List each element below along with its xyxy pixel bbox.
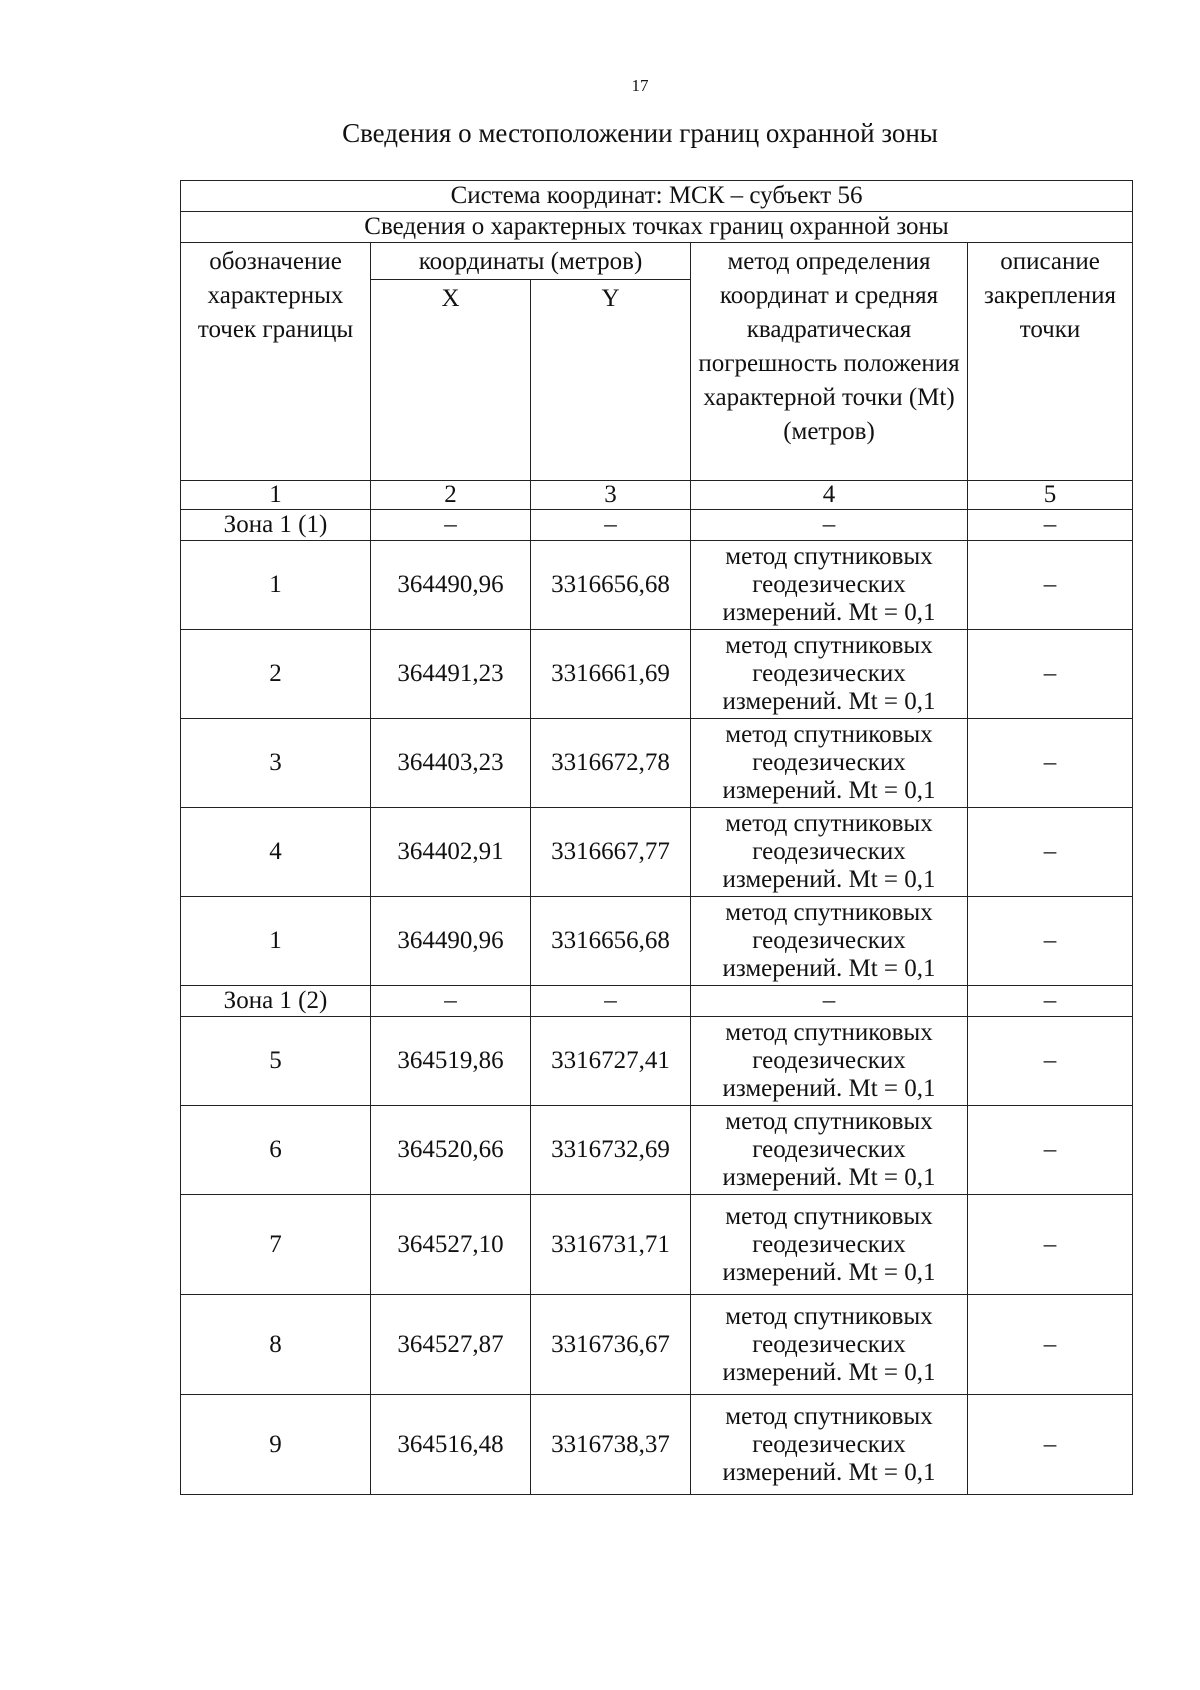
boundary-points-table: [180, 180, 1133, 1495]
zone-dash: –: [691, 510, 968, 541]
point-number: 8: [181, 1295, 371, 1395]
description-cell: –: [968, 1195, 1133, 1295]
method-cell: метод спутниковых геодезических измерений. Mt = 0,1: [691, 1106, 968, 1195]
table-row: [181, 1295, 1133, 1395]
point-number: 2: [181, 630, 371, 719]
table-row: [181, 541, 1133, 630]
coord-x: 364402,91: [371, 808, 531, 897]
method-cell: метод спутниковых геодезических измерений. Mt = 0,1: [691, 1395, 968, 1495]
header-description: описание закрепления точки: [968, 243, 1133, 481]
page-number: 17: [631, 76, 649, 95]
coord-x: 364490,96: [371, 897, 531, 986]
coord-y: 3316656,68: [531, 897, 691, 986]
description-cell: –: [968, 1295, 1133, 1395]
description-cell: –: [968, 719, 1133, 808]
zone-dash: –: [968, 986, 1133, 1017]
zone-dash: –: [531, 510, 691, 541]
table-row: [181, 630, 1133, 719]
coord-x: 364519,86: [371, 1017, 531, 1106]
point-number: 4: [181, 808, 371, 897]
table-row: [181, 808, 1133, 897]
description-cell: –: [968, 1017, 1133, 1106]
coordinate-system-cell: Система координат: МСК – субъект 56: [181, 181, 1133, 212]
description-cell: –: [968, 630, 1133, 719]
coord-y: 3316656,68: [531, 541, 691, 630]
description-cell: –: [968, 1395, 1133, 1495]
point-number: 9: [181, 1395, 371, 1495]
column-number: 1: [181, 481, 371, 510]
header-y: Y: [531, 280, 691, 481]
coord-y: 3316738,37: [531, 1395, 691, 1495]
zone-row: [181, 510, 1133, 541]
point-number: 3: [181, 719, 371, 808]
coord-x: 364403,23: [371, 719, 531, 808]
table-row: [181, 897, 1133, 986]
zone-label: Зона 1 (1): [181, 510, 371, 541]
coord-x: 364516,48: [371, 1395, 531, 1495]
zone-dash: –: [968, 510, 1133, 541]
header-coordinates: координаты (метров): [371, 243, 691, 280]
coord-y: 3316731,71: [531, 1195, 691, 1295]
header-designation: обозначение характерных точек границы: [181, 243, 371, 481]
column-number: 2: [371, 481, 531, 510]
point-number: 7: [181, 1195, 371, 1295]
method-cell: метод спутниковых геодезических измерений. Mt = 0,1: [691, 897, 968, 986]
coord-x: 364527,87: [371, 1295, 531, 1395]
coord-x: 364527,10: [371, 1195, 531, 1295]
coord-x: 364491,23: [371, 630, 531, 719]
table-row: [181, 1195, 1133, 1295]
point-number: 6: [181, 1106, 371, 1195]
zone-dash: –: [371, 510, 531, 541]
coord-y: 3316661,69: [531, 630, 691, 719]
coord-y: 3316672,78: [531, 719, 691, 808]
coord-x: 364490,96: [371, 541, 531, 630]
method-cell: метод спутниковых геодезических измерений. Mt = 0,1: [691, 1295, 968, 1395]
table-row: [181, 1106, 1133, 1195]
zone-label: Зона 1 (2): [181, 986, 371, 1017]
point-number: 5: [181, 1017, 371, 1106]
zone-dash: –: [691, 986, 968, 1017]
coord-y: 3316727,41: [531, 1017, 691, 1106]
column-number: 4: [691, 481, 968, 510]
zone-dash: –: [531, 986, 691, 1017]
description-cell: –: [968, 808, 1133, 897]
column-number: 5: [968, 481, 1133, 510]
point-number: 1: [181, 897, 371, 986]
description-cell: –: [968, 897, 1133, 986]
column-number-row: [181, 481, 1133, 510]
zone-row: [181, 986, 1133, 1017]
page-title: Сведения о местоположении границ охранной зоны: [342, 118, 938, 148]
coord-y: 3316667,77: [531, 808, 691, 897]
description-cell: –: [968, 1106, 1133, 1195]
zone-dash: –: [371, 986, 531, 1017]
header-method: метод определения координат и средняя квадратическая погрешность положения характерной точки (Mt) (метров): [691, 243, 968, 481]
method-cell: метод спутниковых геодезических измерений. Mt = 0,1: [691, 808, 968, 897]
table-row: [181, 719, 1133, 808]
method-cell: метод спутниковых геодезических измерений. Mt = 0,1: [691, 719, 968, 808]
method-cell: метод спутниковых геодезических измерений. Mt = 0,1: [691, 1195, 968, 1295]
method-cell: метод спутниковых геодезических измерений. Mt = 0,1: [691, 1017, 968, 1106]
table-row: [181, 1017, 1133, 1106]
method-cell: метод спутниковых геодезических измерений. Mt = 0,1: [691, 630, 968, 719]
point-number: 1: [181, 541, 371, 630]
coord-x: 364520,66: [371, 1106, 531, 1195]
section-header-cell: Сведения о характерных точках границ охранной зоны: [181, 212, 1133, 243]
coord-y: 3316732,69: [531, 1106, 691, 1195]
coord-y: 3316736,67: [531, 1295, 691, 1395]
table-row: [181, 1395, 1133, 1495]
column-number: 3: [531, 481, 691, 510]
method-cell: метод спутниковых геодезических измерений. Mt = 0,1: [691, 541, 968, 630]
description-cell: –: [968, 541, 1133, 630]
header-x: X: [371, 280, 531, 481]
